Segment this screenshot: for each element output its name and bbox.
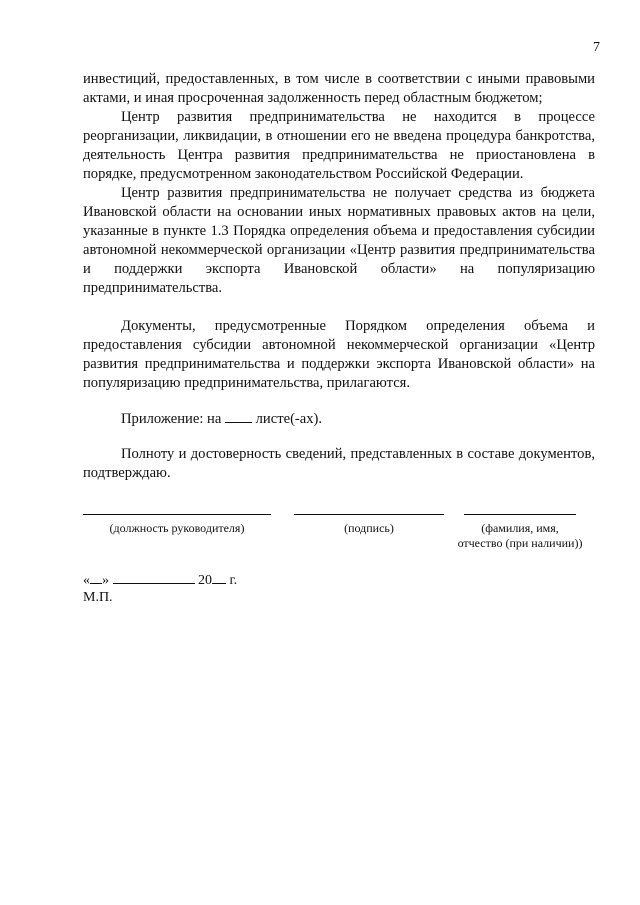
name-caption-line2: отчество (при наличии)) <box>457 536 583 550</box>
paragraph-documents-attached: Документы, предусмотренные Порядком определения объема и предоставления субсидии автономной некоммерческой организации «Центр развития предпринимательства и поддержки экспорта Ивановской области» на популяризацию предпринимательства, прилагаются. <box>83 318 595 391</box>
year-blank <box>212 570 226 584</box>
name-caption-line1: (фамилия, имя, <box>481 521 559 535</box>
document-body <box>83 70 595 483</box>
appendix-suffix: листе(-ах). <box>255 411 323 427</box>
date-open-quote: « <box>83 573 90 588</box>
position-caption: (должность руководителя) <box>109 521 245 535</box>
date-close-quote: » <box>102 573 109 588</box>
signature-caption: (подпись) <box>344 521 394 535</box>
name-line <box>464 514 576 515</box>
appendix-prefix: Приложение: на <box>121 411 222 427</box>
date-line <box>83 570 383 589</box>
year-prefix: 20 <box>198 573 212 588</box>
month-blank <box>113 570 195 584</box>
position-line <box>83 514 271 515</box>
name-caption <box>435 521 605 551</box>
stamp-label: М.П. <box>83 590 113 605</box>
day-blank <box>90 570 102 584</box>
paragraph-confirmation: Полноту и достоверность сведений, представленных в составе документов, подтверждаю. <box>83 446 595 481</box>
paragraph-debt: инвестиций, предоставленных, в том числе в соответствии с иными правовыми актами, и иная просроченная задолженность перед областным бюджетом; <box>83 71 595 106</box>
paragraph-no-reorganization: Центр развития предпринимательства не находится в процессе реорганизации, ликвидации, в отношении его не введена процедура банкротства, деятельность Центра развития предпринимательства не приостановлена в порядке, предусмотренном законодательством Российской Федерации. <box>83 109 595 182</box>
date-block <box>83 570 383 606</box>
paragraph-appendix <box>83 409 595 429</box>
appendix-sheets-blank <box>225 409 252 423</box>
page-number: 7 <box>593 40 600 55</box>
signature-block <box>83 514 595 554</box>
signature-line <box>294 514 444 515</box>
paragraph-no-other-funds: Центр развития предпринимательства не получает средства из бюджета Ивановской области на основании иных нормативных правовых актов на цели, указанные в пункте 1.3 Порядка определения объема и предоставления субсидии автономной некоммерческой организации «Центр развития предпринимательства и поддержки экспорта Ивановской области» на популяризацию предпринимательства. <box>83 185 595 296</box>
year-suffix: г. <box>229 573 238 588</box>
